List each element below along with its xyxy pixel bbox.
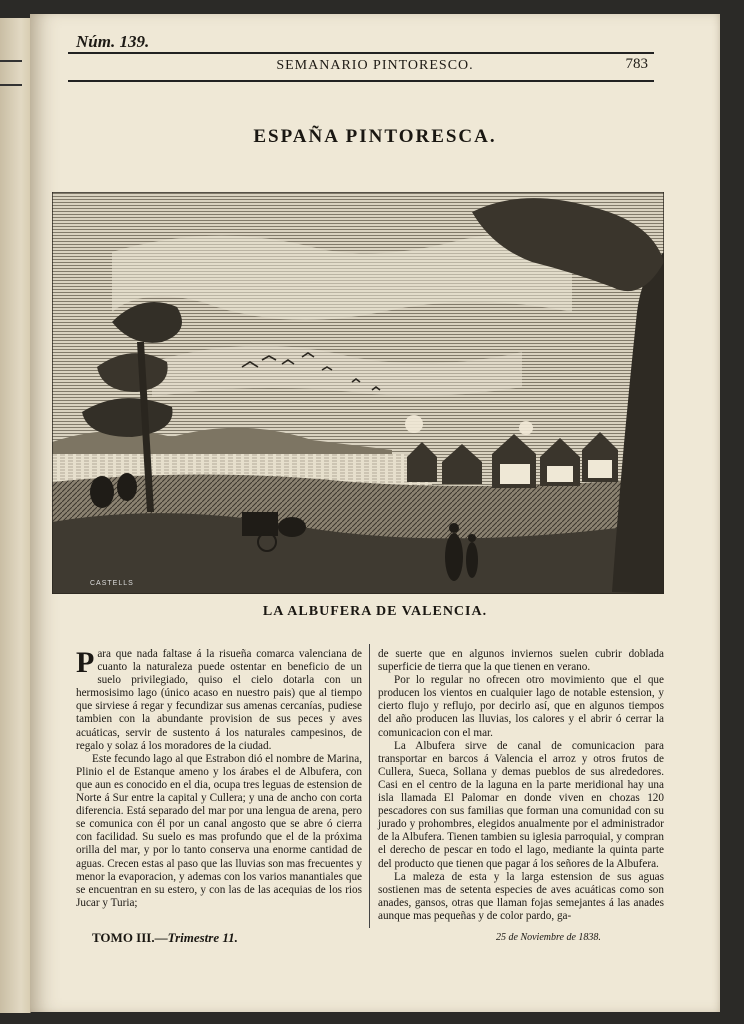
article-paragraph: de suerte que en algunos inviernos suelen cubrir doblada superficie de tierra que la que tienen en verano. [378,648,664,674]
article-paragraph: Para que nada faltase á la risueña comarca valenciana de cuanto la naturaleza puede ostentar en beneficio de un suelo privilegiado, quiso el cielo dotarla con un hermosisimo lago (único acaso en nuestro pais) que al tiempo que sirviese á regar y fecundizar sus amenas cercanías, pudiese tambien con la abundante provision de sus peces y aves acuáticas, servir de sustento á los naturales campesinos, de regalo y solaz á los moradores de la ciudad. [76,646,362,752]
header-rule [68,80,654,82]
volume-label: TOMO III.—Trimestre 11. [92,930,238,945]
drop-cap: P [76,646,95,679]
header-rule [68,52,654,54]
issue-number: Núm. 139. [76,32,150,51]
publication-title: SEMANARIO PINTORESCO. [276,58,474,73]
article-column-right [378,648,664,923]
page-number: 783 [625,56,648,72]
issue-date: 25 de Noviembre de 1838. [496,932,601,943]
article-title: LA ALBUFERA DE VALENCIA. [262,604,488,619]
engraver-signature: CASTELLS [90,580,134,587]
adjacent-page-edge [0,18,31,1013]
adjacent-page-rule [0,60,22,62]
article-paragraph: La Albufera sirve de canal de comunicacion para transportar en barcos á Valencia el arroz y otros frutos de Cullera, Sueca, Sollana y demas pueblos de sus alrededores. Casi en el centro de la laguna en la parte meridional hay una isla llamada El Palomar en donde viven en chozas 120 pescadores con sus familias que forman una comunidad con su jurado y prohombres, elegidos anualmente por el administrador de la Albufera. Tienen tambien su iglesia parroquial, y compran el derecho de pescar en todo el lago, mediante la quinta parte del producto que tienen que pagar á los señores de la Albufera. [378,739,664,870]
article-paragraph: Este fecundo lago al que Estrabon dió el nombre de Marina, Plinio el de Estanque ameno y los árabes el de Albufera, con que aun es conocido en el dia, ocupa tres leguas de estension de Norte á Sur entre la capital y Cullera; y una de ancho con corta diferencia. Está separado del mar por una lengua de arena, pero se comunica con él por un canal angosto que se abre ó cierra con facilidad. Su suelo es mas profundo que el de la próxima orilla del mar, y por lo tanto conserva una enorme cantidad de aguas. Crecen estas al paso que las lluvias son mas frecuentes y menor la evaporacion, y ademas con los varios manantiales que se encuentran en su estero, y con las de las acequias de los rios Jucar y Turia; [76,752,362,909]
albufera-engraving [52,192,664,594]
newspaper-page [30,14,720,1012]
article-paragraph: Por lo regular no ofrecen otro movimiento que el que producen los vientos en cualquier lago de notable estension, y cierto flujo y reflujo, por decirlo así, que en algunos tiempos del año producen las lluvias, los calores y el abrir ó cerrar la comunicacion con el mar. [378,674,664,739]
article-paragraph: La maleza de esta y la larga estension de sus aguas sostienen mas de setenta especies de aves acuáticas como son anades, gansos, otras que llaman fojas semejantes á las anades aunque mas pequeñas y de color pardo, ga- [378,870,664,922]
section-title: ESPAÑA PINTORESCA. [253,126,497,147]
article-column-left [76,648,362,910]
column-divider [369,644,370,928]
adjacent-page-rule [0,84,22,86]
